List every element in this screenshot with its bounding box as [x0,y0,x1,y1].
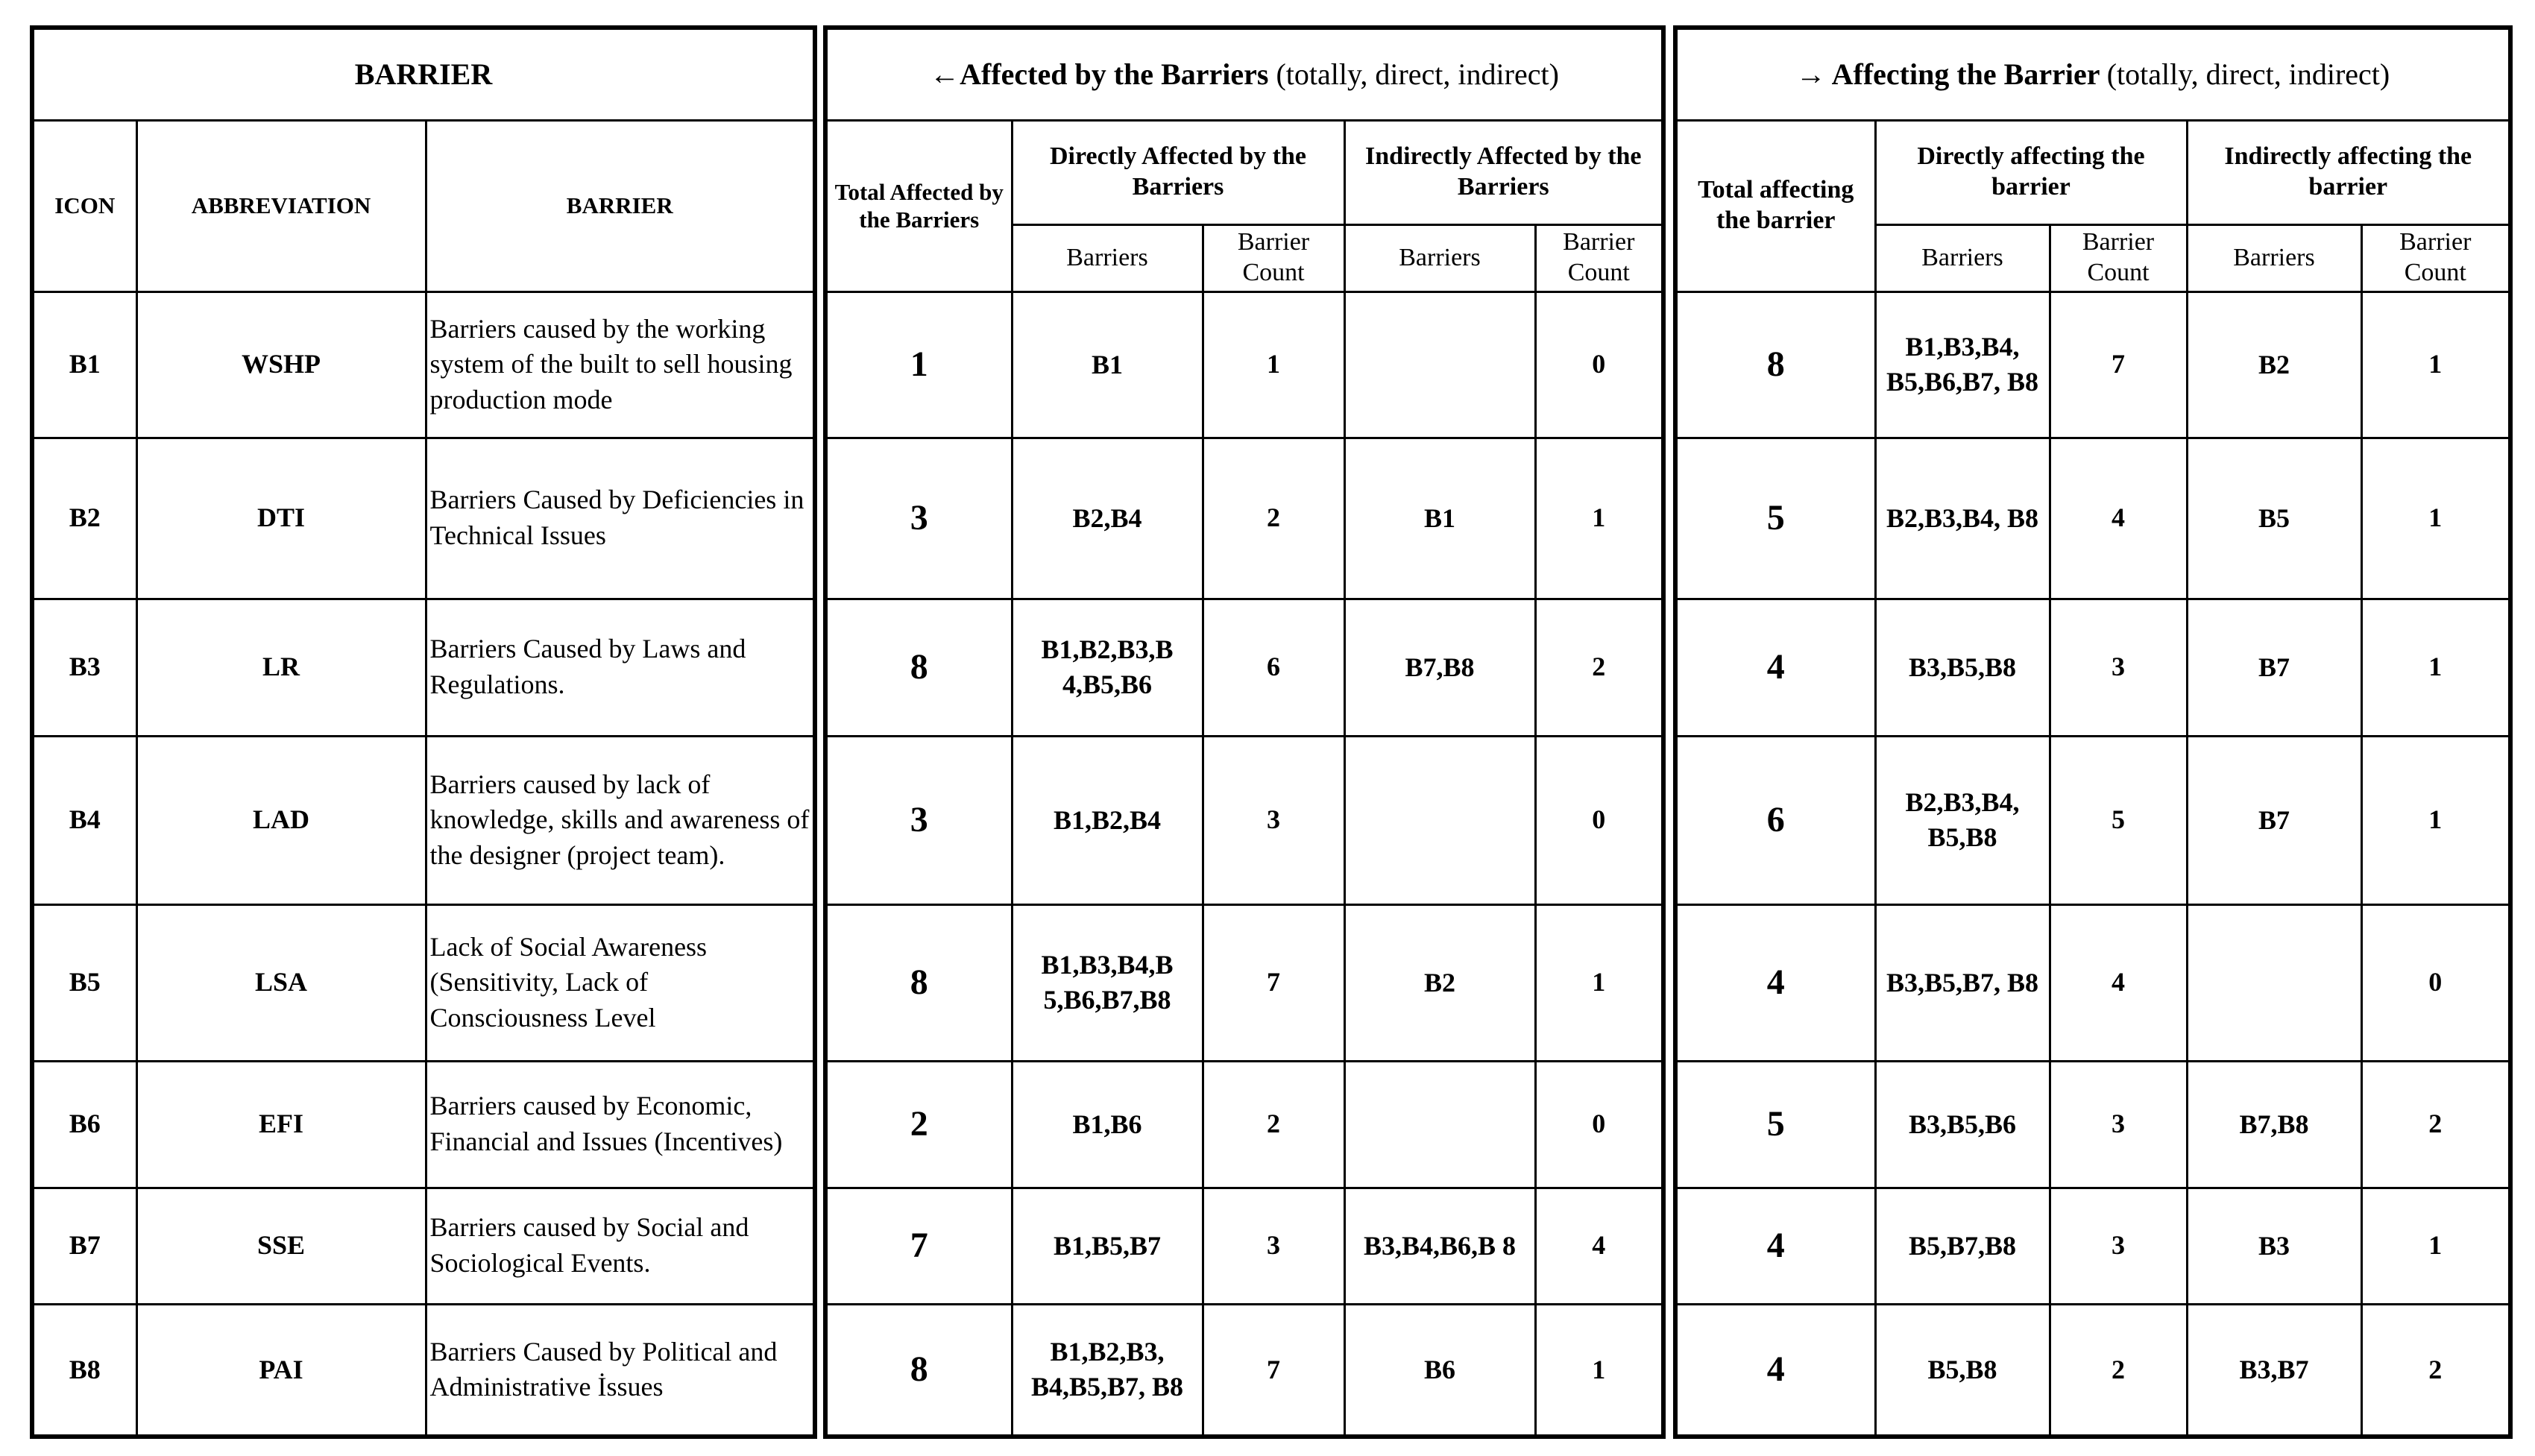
affecting-group-header [1675,28,2510,120]
abbreviation-cell: DTI [136,438,426,599]
total-affected-cell: 8 [825,904,1012,1061]
directly-affecting-header: Directly affecting the barrier [1875,120,2187,224]
barrier-description-cell: Barriers caused by Economic, Financial and Issues (Incentives) [426,1061,815,1188]
indirectly-affecting-count-cell: 1 [2361,291,2510,438]
barrier-count-subheader: Barrier Count [2361,224,2510,291]
abbreviation-cell: SSE [136,1188,426,1304]
total-affected-cell: 3 [825,736,1012,904]
total-affected-cell: 1 [825,291,1012,438]
table-row [32,1304,815,1437]
directly-affecting-barriers-cell: B1,B3,B4, B5,B6,B7, B8 [1875,291,2050,438]
directly-affecting-barriers-cell: B3,B5,B7, B8 [1875,904,2050,1061]
indirectly-affected-barriers-cell [1344,291,1535,438]
barrier-description-cell: Lack of Social Awareness (Sensitivity, Lack of Consciousness Level [426,904,815,1061]
table-row [1675,291,2510,438]
barrier-group-header: BARRIER [32,28,815,120]
abbreviation-cell: LSA [136,904,426,1061]
indirectly-affecting-barriers-cell: B3,B7 [2187,1304,2361,1437]
indirectly-affecting-count-cell: 2 [2361,1061,2510,1188]
table-row [1675,1304,2510,1437]
icon-cell: B2 [32,438,136,599]
directly-affecting-barriers-cell: B2,B3,B4, B5,B8 [1875,736,2050,904]
table-row [1675,904,2510,1061]
directly-affected-count-cell: 3 [1203,736,1344,904]
icon-cell: B5 [32,904,136,1061]
barrier-count-subheader: Barrier Count [1535,224,1663,291]
directly-affected-count-cell: 3 [1203,1188,1344,1304]
directly-affected-count-cell: 2 [1203,1061,1344,1188]
abbreviation-cell: WSHP [136,291,426,438]
table-row [32,904,815,1061]
barriers-subheader: Barriers [1344,224,1535,291]
total-affected-cell: 3 [825,438,1012,599]
directly-affecting-count-cell: 2 [2050,1304,2187,1437]
barriers-subheader: Barriers [1012,224,1203,291]
directly-affected-header: Directly Affected by the Barriers [1012,120,1344,224]
directly-affected-barriers-cell: B1,B5,B7 [1012,1188,1203,1304]
icon-cell: B3 [32,599,136,736]
indirectly-affected-count-cell: 4 [1535,1188,1663,1304]
total-affected-header: Total Affected by the Barriers [825,120,1012,291]
indirectly-affecting-barriers-cell: B3 [2187,1188,2361,1304]
directly-affecting-barriers-cell: B3,B5,B8 [1875,599,2050,736]
table-row [32,1061,815,1188]
abbreviation-cell: LR [136,599,426,736]
table-row [32,736,815,904]
directly-affected-barriers-cell: B1,B6 [1012,1061,1203,1188]
table-row [32,291,815,438]
table-row [825,291,1663,438]
table-row [1675,736,2510,904]
directly-affecting-barriers-cell: B2,B3,B4, B8 [1875,438,2050,599]
directly-affecting-count-cell: 7 [2050,291,2187,438]
total-affecting-cell: 4 [1675,1188,1875,1304]
total-affecting-cell: 4 [1675,1304,1875,1437]
barrier-description-cell: Barriers caused by lack of knowledge, skills and awareness of the designer (project team). [426,736,815,904]
indirectly-affecting-barriers-cell: B7 [2187,599,2361,736]
abbreviation-header: ABBREVIATION [136,120,426,291]
barrier-description-cell: Barriers caused by Social and Sociological Events. [426,1188,815,1304]
indirectly-affecting-barriers-cell: B2 [2187,291,2361,438]
icon-header: ICON [32,120,136,291]
indirectly-affected-barriers-cell: B1 [1344,438,1535,599]
icon-cell: B4 [32,736,136,904]
affected-group-header [825,28,1663,120]
indirectly-affected-count-cell: 0 [1535,736,1663,904]
total-affected-cell: 8 [825,599,1012,736]
indirectly-affecting-count-cell: 1 [2361,736,2510,904]
indirectly-affecting-count-cell: 1 [2361,438,2510,599]
directly-affected-barriers-cell: B1,B2,B4 [1012,736,1203,904]
barrier-table [30,25,817,1439]
table-row [825,1188,1663,1304]
indirectly-affected-count-cell: 1 [1535,904,1663,1061]
table-row [825,1061,1663,1188]
table-row [1675,438,2510,599]
total-affecting-cell: 4 [1675,599,1875,736]
total-affecting-cell: 5 [1675,438,1875,599]
barrier-description-cell: Barriers Caused by Political and Administrative İssues [426,1304,815,1437]
table-row [32,599,815,736]
directly-affected-barriers-cell: B1,B2,B3,B 4,B5,B6 [1012,599,1203,736]
total-affected-cell: 8 [825,1304,1012,1437]
table-row [1675,1061,2510,1188]
directly-affecting-barriers-cell: B5,B7,B8 [1875,1188,2050,1304]
indirectly-affected-count-cell: 0 [1535,1061,1663,1188]
directly-affecting-count-cell: 4 [2050,904,2187,1061]
barrier-count-subheader: Barrier Count [1203,224,1344,291]
affected-by-table [823,25,1666,1439]
directly-affected-barriers-cell: B2,B4 [1012,438,1203,599]
affected-group-title: ←Affected by the Barriers [930,57,1269,91]
directly-affected-barriers-cell: B1 [1012,291,1203,438]
icon-cell: B8 [32,1304,136,1437]
indirectly-affected-barriers-cell: B6 [1344,1304,1535,1437]
abbreviation-cell: PAI [136,1304,426,1437]
barrier-header: BARRIER [426,120,815,291]
directly-affecting-barriers-cell: B5,B8 [1875,1304,2050,1437]
table-row [32,1188,815,1304]
affected-group-qualifier: (totally, direct, indirect) [1276,57,1559,91]
table-row [1675,599,2510,736]
indirectly-affecting-barriers-cell: B7 [2187,736,2361,904]
directly-affecting-count-cell: 5 [2050,736,2187,904]
table-row [1675,1188,2510,1304]
indirectly-affecting-count-cell: 1 [2361,599,2510,736]
indirectly-affecting-count-cell: 2 [2361,1304,2510,1437]
table-row [825,1304,1663,1437]
indirectly-affected-count-cell: 1 [1535,1304,1663,1437]
indirectly-affecting-count-cell: 1 [2361,1188,2510,1304]
affecting-table [1673,25,2513,1439]
icon-cell: B1 [32,291,136,438]
indirectly-affected-count-cell: 2 [1535,599,1663,736]
indirectly-affected-count-cell: 0 [1535,291,1663,438]
directly-affected-count-cell: 7 [1203,904,1344,1061]
directly-affecting-count-cell: 3 [2050,599,2187,736]
indirectly-affecting-count-cell: 0 [2361,904,2510,1061]
total-affected-cell: 7 [825,1188,1012,1304]
total-affecting-cell: 5 [1675,1061,1875,1188]
directly-affecting-count-cell: 3 [2050,1061,2187,1188]
directly-affected-barriers-cell: B1,B2,B3, B4,B5,B7, B8 [1012,1304,1203,1437]
barrier-description-cell: Barriers Caused by Laws and Regulations. [426,599,815,736]
indirectly-affecting-barriers-cell [2187,904,2361,1061]
abbreviation-cell: LAD [136,736,426,904]
indirectly-affecting-barriers-cell: B7,B8 [2187,1061,2361,1188]
indirectly-affected-barriers-cell: B3,B4,B6,B 8 [1344,1188,1535,1304]
total-affected-cell: 2 [825,1061,1012,1188]
indirectly-affected-count-cell: 1 [1535,438,1663,599]
directly-affected-count-cell: 6 [1203,599,1344,736]
indirectly-affecting-header: Indirectly affecting the barrier [2187,120,2510,224]
directly-affected-count-cell: 7 [1203,1304,1344,1437]
table-row [825,599,1663,736]
indirectly-affected-barriers-cell: B2 [1344,904,1535,1061]
total-affecting-cell: 6 [1675,736,1875,904]
affecting-group-title: → Affecting the Barrier [1795,57,2100,91]
indirectly-affected-barriers-cell [1344,736,1535,904]
directly-affected-count-cell: 1 [1203,291,1344,438]
abbreviation-cell: EFI [136,1061,426,1188]
affecting-group-qualifier: (totally, direct, indirect) [2106,57,2390,91]
barrier-count-subheader: Barrier Count [2050,224,2187,291]
indirectly-affected-barriers-cell: B7,B8 [1344,599,1535,736]
barriers-subheader: Barriers [2187,224,2361,291]
indirectly-affected-barriers-cell [1344,1061,1535,1188]
barriers-subheader: Barriers [1875,224,2050,291]
total-affecting-cell: 8 [1675,291,1875,438]
directly-affected-count-cell: 2 [1203,438,1344,599]
icon-cell: B6 [32,1061,136,1188]
table-row [32,438,815,599]
directly-affecting-count-cell: 4 [2050,438,2187,599]
total-affecting-cell: 4 [1675,904,1875,1061]
table-row [825,736,1663,904]
directly-affecting-barriers-cell: B3,B5,B6 [1875,1061,2050,1188]
indirectly-affecting-barriers-cell: B5 [2187,438,2361,599]
directly-affecting-count-cell: 3 [2050,1188,2187,1304]
total-affecting-header: Total affecting the barrier [1675,120,1875,291]
table-row [825,904,1663,1061]
directly-affected-barriers-cell: B1,B3,B4,B 5,B6,B7,B8 [1012,904,1203,1061]
barrier-description-cell: Barriers Caused by Deficiencies in Technical Issues [426,438,815,599]
barrier-description-cell: Barriers caused by the working system of the built to sell housing production mode [426,291,815,438]
indirectly-affected-header: Indirectly Affected by the Barriers [1344,120,1663,224]
icon-cell: B7 [32,1188,136,1304]
table-row [825,438,1663,599]
